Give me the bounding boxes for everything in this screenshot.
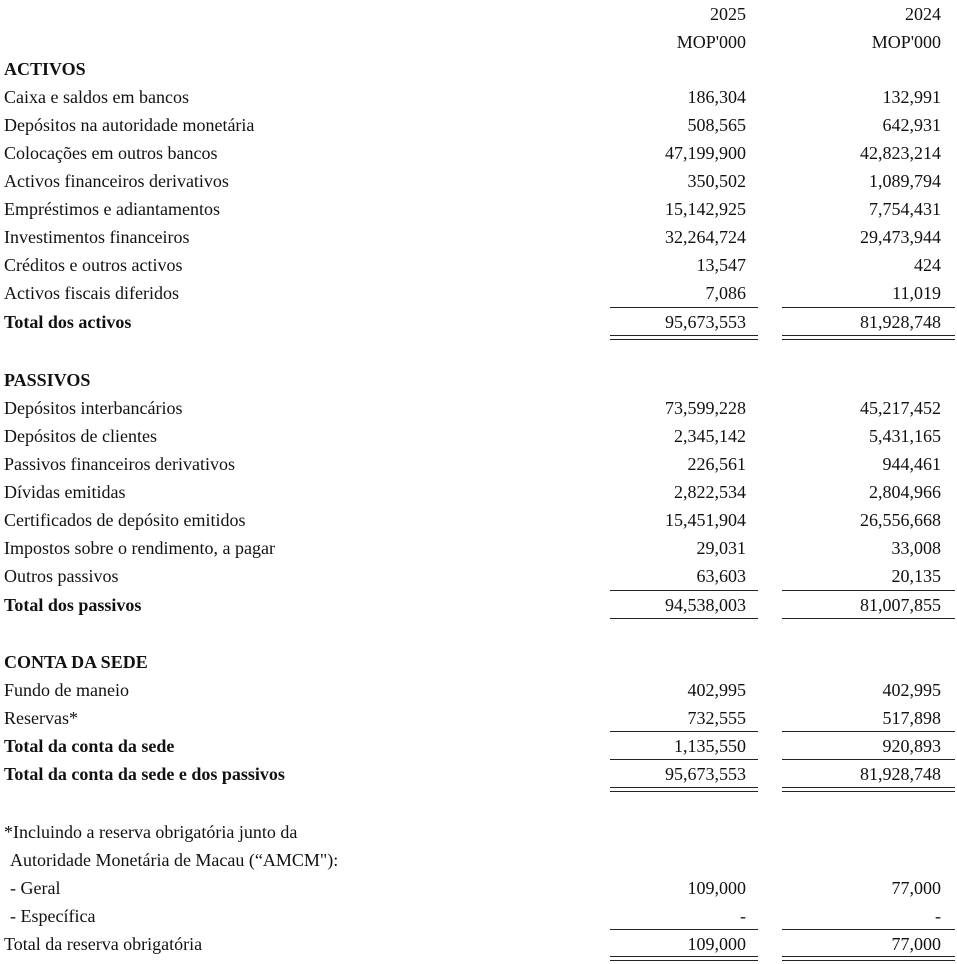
value-2025: 95,673,553 — [665, 312, 746, 332]
row-label: Activos fiscais diferidos — [4, 283, 179, 303]
row-label: Total dos activos — [4, 312, 132, 332]
value-2025: 13,547 — [696, 255, 746, 275]
table-row — [0, 874, 957, 902]
value-2024: 944,461 — [882, 454, 941, 474]
table-row — [0, 83, 957, 111]
value-2024: 77,000 — [891, 878, 941, 898]
row-label: - Específica — [10, 906, 96, 926]
value-2025: 15,451,904 — [665, 510, 746, 530]
table-row — [0, 562, 957, 590]
value-2025: 73,599,228 — [665, 398, 746, 418]
grand-total-row — [0, 760, 957, 788]
value-2025: 109,000 — [687, 878, 746, 898]
row-label: Depósitos na autoridade monetária — [4, 115, 255, 135]
value-2025: - — [740, 906, 746, 926]
value-2024: 45,217,452 — [860, 398, 941, 418]
value-2025: 94,538,003 — [665, 595, 746, 615]
section-title: PASSIVOS — [4, 370, 91, 390]
value-2024: 29,473,944 — [860, 227, 941, 247]
value-2024: 42,823,214 — [860, 143, 941, 163]
section-heading-passivos — [0, 366, 957, 394]
row-label: Caixa e saldos em bancos — [4, 87, 189, 107]
footnote-text: *Incluindo a reserva obrigatória junto da — [4, 822, 298, 842]
value-2024: 642,931 — [882, 115, 941, 135]
value-2024: 81,007,855 — [860, 595, 941, 615]
table-row — [0, 279, 957, 307]
table-row — [0, 394, 957, 422]
total-rule — [610, 618, 758, 619]
value-2024: 26,556,668 — [860, 510, 941, 530]
value-2025: 2,345,142 — [674, 426, 746, 446]
table-row — [0, 704, 957, 732]
row-label: Outros passivos — [4, 566, 119, 586]
double-rule — [782, 335, 955, 340]
total-row-reserva — [0, 930, 957, 958]
row-label: Impostos sobre o rendimento, a pagar — [4, 538, 275, 558]
table-row — [0, 478, 957, 506]
value-2025: 29,031 — [696, 538, 746, 558]
double-rule — [782, 956, 955, 961]
value-2025: 508,565 — [687, 115, 746, 135]
table-row — [0, 422, 957, 450]
value-2024: 11,019 — [892, 283, 941, 303]
row-label: Total da reserva obrigatória — [4, 934, 203, 954]
double-rule — [782, 787, 955, 792]
header-years-row — [0, 0, 957, 28]
value-2024: 132,991 — [882, 87, 941, 107]
table-row — [0, 111, 957, 139]
row-label: Créditos e outros activos — [4, 255, 183, 275]
value-2024: 1,089,794 — [869, 171, 941, 191]
row-label: Depósitos de clientes — [4, 426, 157, 446]
value-2024: 33,008 — [891, 538, 941, 558]
double-rule — [610, 787, 758, 792]
value-2024: 81,928,748 — [860, 764, 941, 784]
table-row — [0, 139, 957, 167]
value-2024: 81,928,748 — [860, 312, 941, 332]
value-2025: 32,264,724 — [665, 227, 746, 247]
total-row-activos — [0, 308, 957, 336]
value-2025: 186,304 — [687, 87, 746, 107]
value-2025: 402,995 — [687, 680, 746, 700]
value-2025: 7,086 — [705, 283, 746, 303]
value-2025: 47,199,900 — [665, 143, 746, 163]
unit-2024: MOP'000 — [871, 32, 941, 52]
table-row — [0, 251, 957, 279]
table-row — [0, 902, 957, 930]
total-row-passivos — [0, 591, 957, 619]
row-label: Total da conta da sede — [4, 736, 175, 756]
row-label: Depósitos interbancários — [4, 398, 183, 418]
value-2024: 5,431,165 — [869, 426, 941, 446]
value-2024: 20,135 — [891, 566, 941, 586]
value-2024: - — [935, 906, 941, 926]
value-2025: 63,603 — [696, 566, 746, 586]
value-2024: 920,893 — [882, 736, 941, 756]
year-2025: 2025 — [710, 4, 746, 24]
value-2024: 77,000 — [891, 934, 941, 954]
value-2025: 350,502 — [687, 171, 746, 191]
table-row — [0, 223, 957, 251]
row-label: Total dos passivos — [4, 595, 142, 615]
double-rule — [610, 956, 758, 961]
row-label: Reservas* — [4, 708, 78, 728]
table-row — [0, 506, 957, 534]
value-2024: 2,804,966 — [869, 482, 941, 502]
value-2024: 517,898 — [882, 708, 941, 728]
value-2025: 95,673,553 — [665, 764, 746, 784]
row-label: Empréstimos e adiantamentos — [4, 199, 220, 219]
value-2024: 7,754,431 — [869, 199, 941, 219]
table-row — [0, 676, 957, 704]
value-2024: 424 — [914, 255, 941, 275]
table-row — [0, 534, 957, 562]
value-2025: 2,822,534 — [674, 482, 746, 502]
row-label: Passivos financeiros derivativos — [4, 454, 235, 474]
value-2025: 15,142,925 — [665, 199, 746, 219]
total-row-conta-sede — [0, 732, 957, 760]
table-row — [0, 450, 957, 478]
double-rule — [610, 335, 758, 340]
value-2025: 226,561 — [687, 454, 746, 474]
table-row — [0, 167, 957, 195]
total-rule — [782, 618, 955, 619]
year-2024: 2024 — [905, 4, 941, 24]
value-2024: 402,995 — [882, 680, 941, 700]
table-row — [0, 195, 957, 223]
value-2025: 1,135,550 — [674, 736, 746, 756]
header-units-row — [0, 28, 957, 56]
value-2025: 732,555 — [687, 708, 746, 728]
footnote-text: Autoridade Monetária de Macau (“AMCM"): — [10, 850, 339, 870]
row-label: Dívidas emitidas — [4, 482, 126, 502]
row-label: - Geral — [10, 878, 61, 898]
footnote-line-2 — [0, 846, 957, 874]
row-label: Total da conta da sede e dos passivos — [4, 764, 285, 784]
row-label: Colocações em outros bancos — [4, 143, 218, 163]
value-2025: 109,000 — [687, 934, 746, 954]
section-heading-conta-sede — [0, 648, 957, 676]
section-heading-activos — [0, 55, 957, 83]
row-label: Investimentos financeiros — [4, 227, 190, 247]
section-title: CONTA DA SEDE — [4, 652, 148, 672]
footnote-line-1 — [0, 818, 957, 846]
section-title: ACTIVOS — [4, 59, 86, 79]
row-label: Fundo de maneio — [4, 680, 129, 700]
row-label: Certificados de depósito emitidos — [4, 510, 246, 530]
row-label: Activos financeiros derivativos — [4, 171, 229, 191]
unit-2025: MOP'000 — [676, 32, 746, 52]
